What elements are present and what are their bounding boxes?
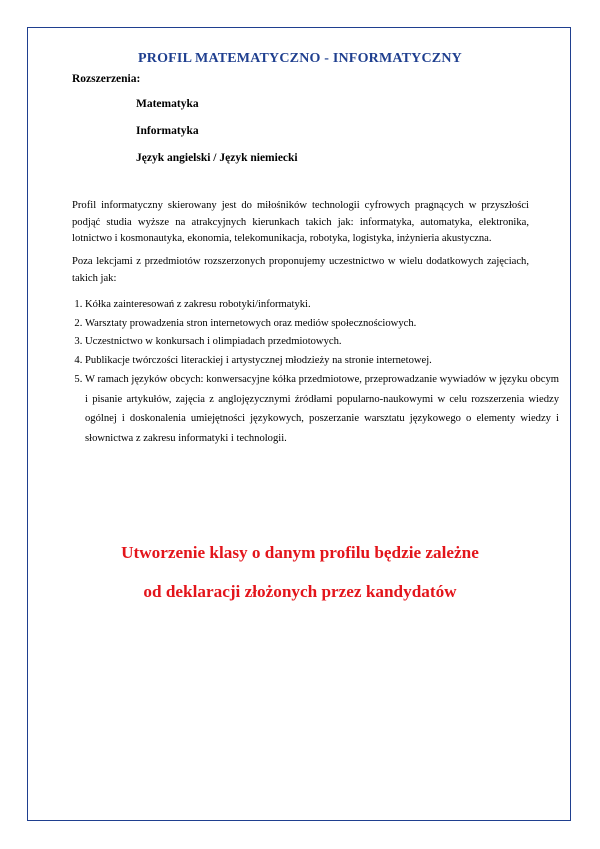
list-item: 1. Kółka zainteresowań z zakresu robotyki/informatyki. [85,296,559,314]
extensions-label: Rozszerzenia: [72,73,141,85]
extension-item-informatics: Informatyka [136,125,199,137]
page-title: PROFIL MATEMATYCZNO - INFORMATYCZNY [138,51,462,66]
notice-line-1: Utworzenie klasy o danym profilu będzie zależne [121,543,479,562]
activities-list [55,296,559,449]
activities-intro: Poza lekcjami z przedmiotów rozszerzonych proponujemy uczestnictwo w wielu dodatkowych zajęciach, takich jak: [72,256,529,284]
list-item: 4. Publikacje twórczości literackiej i artystycznej młodzieży na stronie internetowej. [85,352,559,370]
notice-line-2: od deklaracji złożonych przez kandydatów [143,582,457,601]
intro-paragraph: Profil informatyczny skierowany jest do miłośników technologii cyfrowych pragnących w przyszłości podjąć studia wyższe na atrakcyjnych kierunkach takich jak: informatyka, automatyka, elektronika, lotnictwo i kosmonautyka, ekonomia, telekomunikacja, robotyka, logistyka, inżynieria akustyczna. [72,200,529,244]
list-item: 2. Warsztaty prowadzenia stron internetowych oraz mediów społecznościowych. [85,315,559,333]
extension-item-languages: Język angielski / Język niemiecki [136,152,298,164]
list-item: 3. Uczestnictwo w konkursach i olimpiadach przedmiotowych. [85,333,559,351]
list-item: 5. W ramach języków obcych: konwersacyjne kółka przedmiotowe, przeprowadzanie wywiadów w języku obcym i pisanie artykułów, zajęcia z anglojęzycznymi źródłami popularno-naukowymi w celu rozszerzenia wiedzy ogólnej i doskonalenia umiejętności językowych, poszerzanie warsztatu językowego o elementy wiedzy i słownictwa z zakresu informatyki i technologii. [85,370,559,448]
extension-item-math: Matematyka [136,98,199,110]
